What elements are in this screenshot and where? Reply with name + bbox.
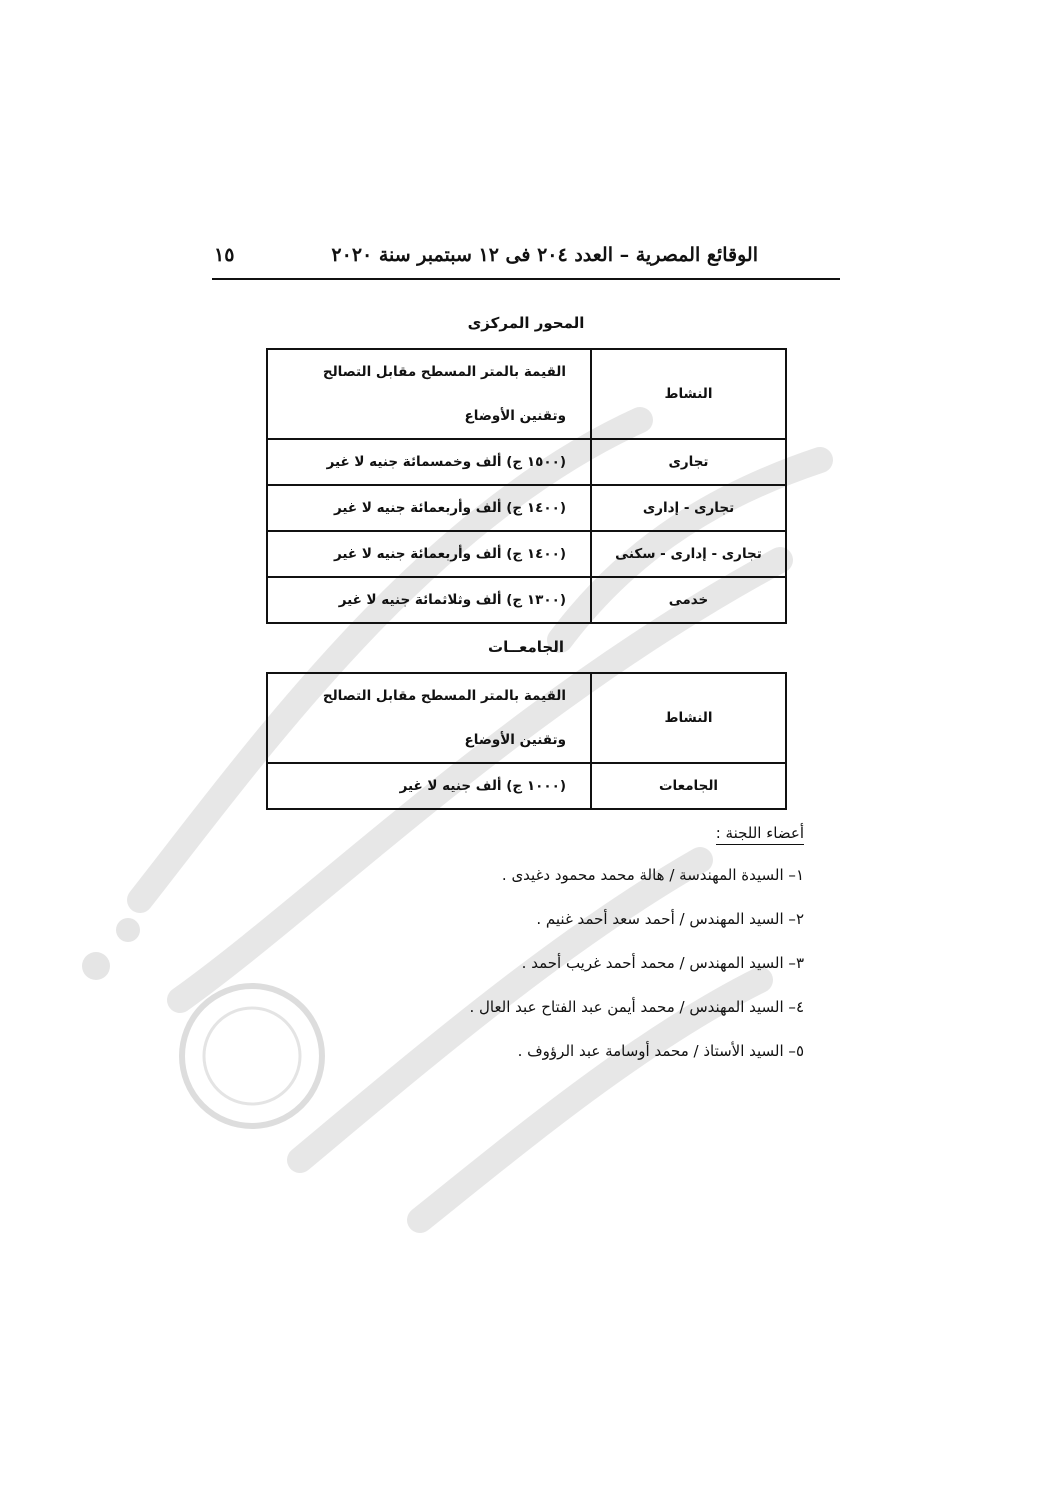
- header-title: الوقائع المصرية – العدد ٢٠٤ فى ١٢ سبتمبر سنة ٢٠٢٠: [331, 244, 758, 266]
- header-value: [267, 349, 591, 439]
- activity-cell: تجارى: [591, 439, 786, 485]
- table-row: [267, 531, 786, 577]
- header-value-line1: القيمة بالمتر المسطح مقابل التصالح: [322, 364, 566, 380]
- list-item: ٣– السيد المهندس / محمد أحمد غريب أحمد .: [521, 954, 804, 972]
- table-row: [267, 485, 786, 531]
- seal-icon: [182, 986, 322, 1126]
- list-item: ١– السيدة المهندسة / هالة محمد محمود دغيدى .: [501, 866, 804, 884]
- list-item: ٤– السيد المهندس / محمد أيمن عبد الفتاح عبد العال .: [469, 998, 804, 1016]
- value-cell: (١٤٠٠ ج) ألف وأربعمائة جنيه لا غير: [267, 485, 591, 531]
- header-value-line2: وتقنين الأوضاع: [464, 408, 566, 424]
- list-item: ٢– السيد المهندس / أحمد سعد أحمد غنيم .: [536, 910, 804, 928]
- fees-table-universities: [266, 672, 787, 810]
- table-row: [267, 763, 786, 809]
- value-cell: (١٣٠٠ ج) ألف وثلاثمائة جنيه لا غير: [267, 577, 591, 623]
- header-value-line1: القيمة بالمتر المسطح مقابل التصالح: [322, 688, 566, 704]
- header-value-line2: وتقنين الأوضاع: [464, 732, 566, 748]
- activity-cell: الجامعات: [591, 763, 786, 809]
- page-header: [212, 238, 840, 280]
- header-activity: النشاط: [591, 673, 786, 763]
- section-title-universities: الجامعــات: [488, 638, 564, 656]
- committee-title: أعضاء اللجنة :: [716, 824, 804, 845]
- activity-cell: تجارى - إدارى: [591, 485, 786, 531]
- value-cell: (١٤٠٠ ج) ألف وأربعمائة جنيه لا غير: [267, 531, 591, 577]
- header-activity: النشاط: [591, 349, 786, 439]
- value-cell: (١٠٠٠ ج) ألف جنيه لا غير: [267, 763, 591, 809]
- table-row: [267, 577, 786, 623]
- list-item: ٥– السيد الأستاذ / محمد أوسامة عبد الرؤوف .: [517, 1042, 804, 1060]
- activity-cell: تجارى - إدارى - سكنى: [591, 531, 786, 577]
- activity-cell: خدمى: [591, 577, 786, 623]
- header-value: [267, 673, 591, 763]
- table-header-row: [267, 673, 786, 763]
- value-cell: (١٥٠٠ ج) ألف وخمسمائة جنيه لا غير: [267, 439, 591, 485]
- table-row: [267, 439, 786, 485]
- page-number: ١٥: [214, 244, 235, 266]
- fees-table-central-axis: [266, 348, 787, 624]
- section-title-central-axis: المحور المركزى: [467, 314, 585, 332]
- committee-members: [380, 818, 804, 1081]
- table-header-row: [267, 349, 786, 439]
